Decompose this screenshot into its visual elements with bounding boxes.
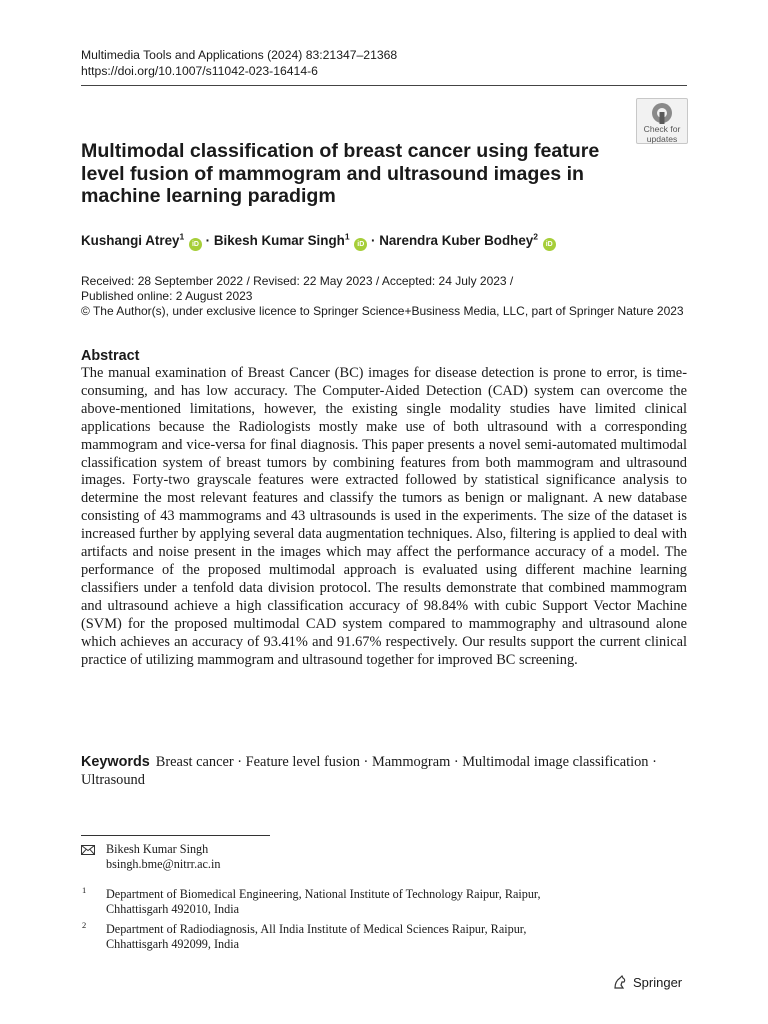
affiliation-line: Chhattisgarh 492099, India <box>106 937 240 952</box>
orcid-icon[interactable]: iD <box>354 238 367 251</box>
orcid-icon[interactable]: iD <box>189 238 202 251</box>
orcid-icon[interactable]: iD <box>543 238 556 251</box>
author-list <box>81 233 556 251</box>
affiliation-line: Chhattisgarh 492010, India <box>106 902 240 917</box>
footnote-rule <box>81 835 270 836</box>
abstract-heading: Abstract <box>81 348 140 364</box>
publisher-name: Springer <box>633 974 683 990</box>
springer-horse-icon <box>612 974 628 990</box>
affiliation-2 <box>106 922 526 953</box>
crossmark-icon <box>651 102 673 124</box>
check-for-updates-badge[interactable] <box>636 98 688 144</box>
corresponding-email[interactable]: bsingh.bme@nitrr.ac.in <box>106 857 221 872</box>
author-affiliation: 2 <box>533 231 538 242</box>
abstract-text: The manual examination of Breast Cancer (BC) images for disease detection is prone to error, is time-consuming, and has low accuracy. The Computer-Aided Detection (CAD) system can overcome the above-mentioned limitations, however, the existing single modality studies have limited clinical applications because the Radiologists mostly make use of both ultrasound with a corresponding mammogram and vice-versa for final diagnosis. This paper presents a novel semi-automated multimodal classification system of breast tumors by combining features from both mammogram and ultrasound images. Forty-two grayscale features were extracted followed by statistical significance analysis to determine the most relevant features and classify the tumors as benign or malignant. A new database consisting of 43 mammograms and 43 ultrasounds is used in the experiments. The size of the dataset is increased further by applying several data augmentation techniques. Also, filtering is applied to deal with artifacts and noise present in the images which may affect the performance accuracy of a model. The performance of the proposed multimodal approach is evaluated using different machine learning classifiers under a tenfold data division protocol. The results demonstrate that combined mammogram and ultrasound achieve a high classification accuracy of 98.84% with cubic Support Vector Machine (SVM) for the proposed multimodal CAD system compared to mammography and ultrasound alone which achieves an accuracy of 93.41% and 91.67% respectively. Our results support the current clinical practice of utilizing mammogram and ultrasound together for improved BC screening. <box>81 365 687 668</box>
author-affiliation: 1 <box>344 231 350 242</box>
crossmark-line2: updates <box>646 134 678 144</box>
paper-title: Multimodal classification of breast cancer using feature level fusion of mammogram and ultrasound images in machine learning paradigm <box>81 140 600 207</box>
keywords <box>81 754 687 790</box>
crossmark-line1: Check for <box>643 124 681 134</box>
history-dates: Received: 28 September 2022 / Revised: 22 May 2023 / Accepted: 24 July 2023 / <box>81 274 514 288</box>
corresponding-name: Bikesh Kumar Singh <box>106 842 209 856</box>
header-rule <box>81 85 687 86</box>
keywords-list: Breast cancer · Feature level fusion · Mammogram · Multimodal image classification · Ultrasound <box>81 754 657 788</box>
history-published: Published online: 2 August 2023 <box>81 289 253 303</box>
keywords-label: Keywords <box>81 754 150 770</box>
author-separator: · <box>367 233 380 248</box>
affiliation-line: Department of Radiodiagnosis, All India Institute of Medical Sciences Raipur, Raipur, <box>106 922 527 936</box>
doi-link[interactable]: https://doi.org/10.1007/s11042-023-16414-6 <box>81 63 318 78</box>
author-name[interactable]: Kushangi Atrey <box>81 233 180 248</box>
corresponding-author <box>106 842 220 873</box>
author-affiliation: 1 <box>179 231 185 242</box>
publisher-logo <box>612 974 682 990</box>
copyright-notice: © The Author(s), under exclusive licence to Springer Science+Business Media, LLC, part of Springer Nature 2023 <box>81 304 684 318</box>
affiliation-number: 2 <box>82 920 87 930</box>
envelope-icon <box>81 845 95 855</box>
journal-header <box>81 48 397 79</box>
publication-history <box>81 274 684 319</box>
affiliation-number: 1 <box>82 885 87 895</box>
author-separator: · <box>201 233 214 248</box>
affiliation-1 <box>106 887 541 918</box>
affiliation-line: Department of Biomedical Engineering, National Institute of Technology Raipur, Raipur, <box>106 887 541 901</box>
author-name[interactable]: Bikesh Kumar Singh <box>213 233 345 248</box>
journal-citation: Multimedia Tools and Applications (2024) 83:21347–21368 <box>81 48 398 62</box>
author-name[interactable]: Narendra Kuber Bodhey <box>379 233 534 248</box>
